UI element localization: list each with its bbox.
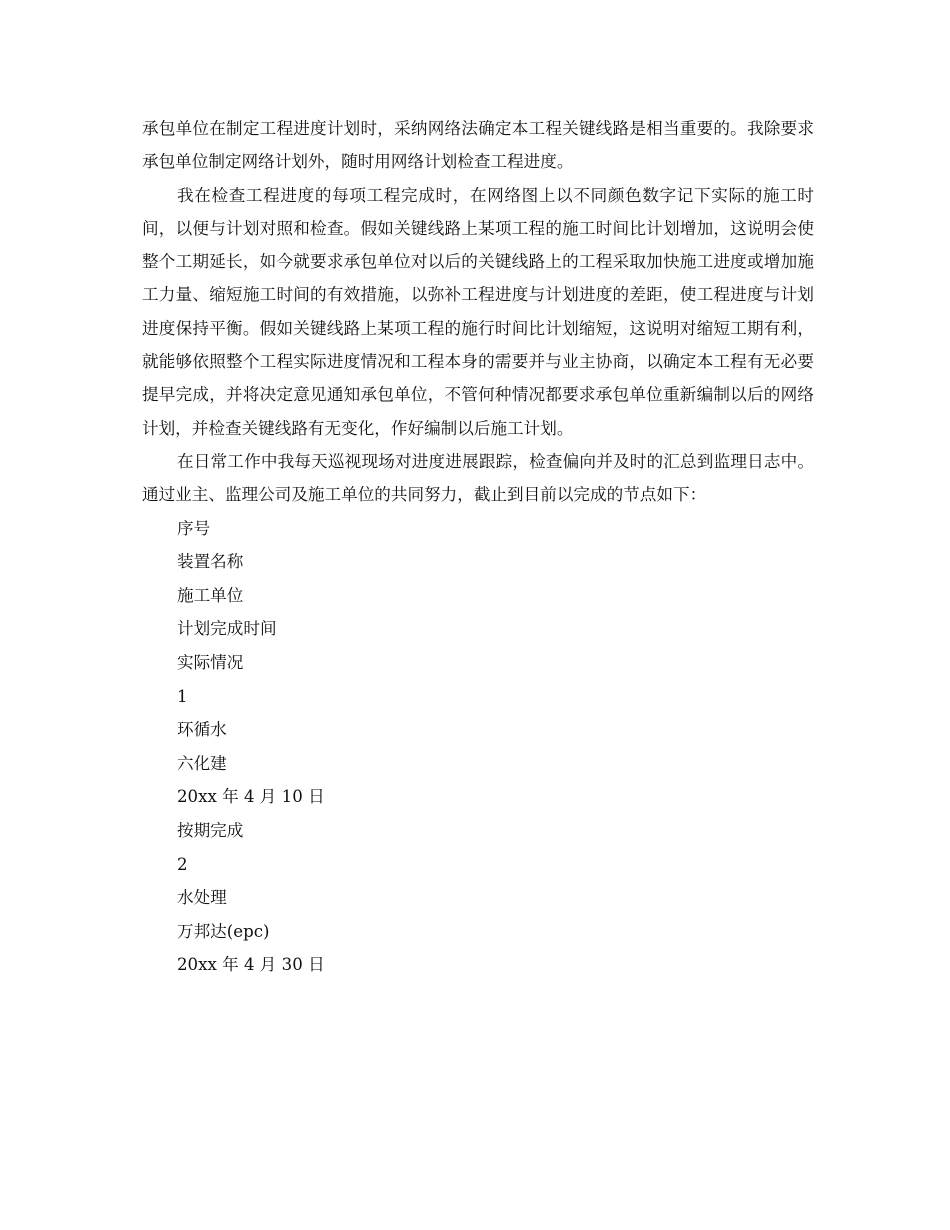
paragraph-progress-check: 我在检查工程进度的每项工程完成时，在网络图上以不同颜色数字记下实际的施工时间，以便与计划对照和检查。假如关键线路上某项工程的施工时间比计划增加，这说明会使整个工期延长，如今就要求承包单位对以后的关键线路上的工程采取加快施工进度或增加施工力量、缩短施工时间的有效措施，以弥补工程进度与计划进度的差距，使工程进度与计划进度保持平衡。假如关键线路上某项工程的施行时间比计划缩短，这说明对缩短工期有利，就能够依照整个工程实际进度情况和工程本身的需要并与业主协商，以确定本工程有无必要提早完成，并将决定意见通知承包单位，不管何种情况都要求承包单位重新编制以后的网络计划，并检查关键线路有无变化，作好编制以后施工计划。 <box>142 185 814 438</box>
table-cell-unit-name: 环循水 <box>177 720 227 740</box>
document-page <box>142 112 814 982</box>
table-header-actual-status: 实际情况 <box>177 652 244 672</box>
paragraph-daily-inspection: 在日常工作中我每天巡视现场对进度进展跟踪，检查偏向并及时的汇总到监理日志中。通过业主、监理公司及施工单位的共同努力，截止到目前以完成的节点如下： <box>142 451 814 505</box>
table-cell-contractor: 万邦达(epc) <box>177 921 270 941</box>
table-cell-actual-status: 按期完成 <box>177 820 244 840</box>
table-cell-serial: 2 <box>177 854 188 874</box>
table-header-contractor: 施工单位 <box>177 585 244 605</box>
table-cell-serial: 1 <box>177 686 188 706</box>
table-header-planned-date: 计划完成时间 <box>177 619 277 639</box>
table-cell-planned-date: 20xx 年 4 月 10 日 <box>177 787 325 807</box>
table-cell-planned-date: 20xx 年 4 月 30 日 <box>177 955 325 975</box>
table-header-unit-name: 装置名称 <box>177 552 244 572</box>
node-completion-table <box>142 512 814 982</box>
table-cell-unit-name: 水处理 <box>177 888 227 908</box>
paragraph-network-plan: 承包单位在制定工程进度计划时，采纳网络法确定本工程关键线路是相当重要的。我除要求承包单位制定网络计划外，随时用网络计划检查工程进度。 <box>142 119 814 172</box>
table-header-serial: 序号 <box>177 518 211 538</box>
table-cell-contractor: 六化建 <box>177 753 227 773</box>
